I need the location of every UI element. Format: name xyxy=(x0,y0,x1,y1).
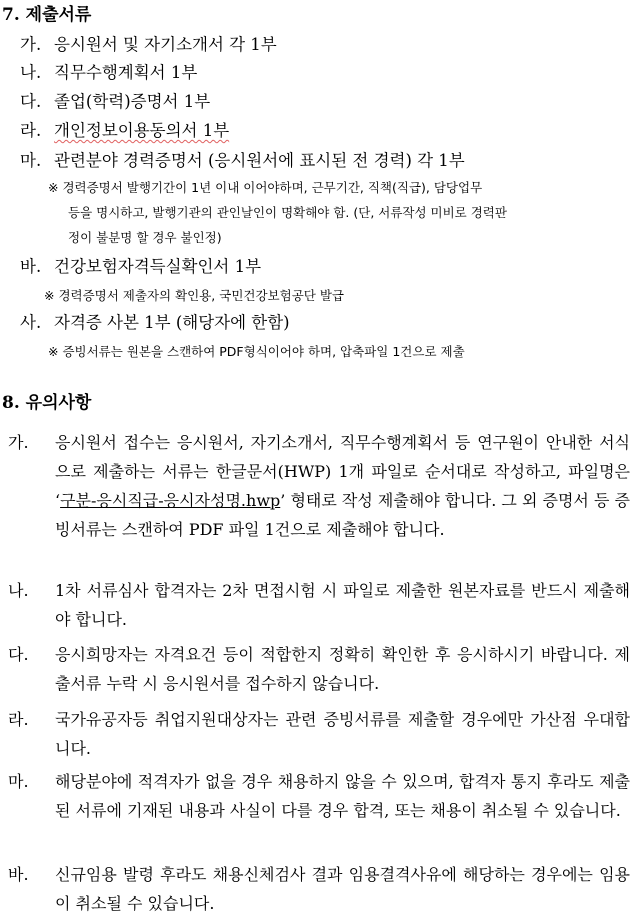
item-label: 사. xyxy=(20,313,42,332)
item-text: 졸업(학력)증명서 1부 xyxy=(54,92,211,111)
s7-item-ra xyxy=(20,117,229,141)
item-label: 마. xyxy=(20,151,42,170)
item-label: 가. xyxy=(20,35,42,54)
item-text: 응시원서 및 자기소개서 각 1부 xyxy=(54,35,277,54)
item-text: 응시희망자는 자격요건 등이 적합한지 정확히 확인한 후 응시하시기 바랍니다. 제출서류 누락 시 응시원서를 접수하지 않습니다. xyxy=(55,645,630,693)
s7-item-ga xyxy=(20,31,277,55)
item-label: 마. xyxy=(8,772,29,791)
item-label: 나. xyxy=(20,63,42,82)
item-text: 건강보험자격득실확인서 1부 xyxy=(54,257,262,276)
item-text: 자격증 사본 1부 (해당자에 한함) xyxy=(54,313,290,332)
s8-item-da xyxy=(8,640,630,698)
item-text: 해당분야에 적격자가 없을 경우 채용하지 않을 수 있으며, 합격자 통지 후라도 제출된 서류에 기재된 내용과 사실이 다를 경우 합격, 또는 채용이 취소될 수 있습니다. xyxy=(55,772,630,820)
note-ma-line-2: 등을 명시하고, 발행기관의 관인날인이 명확해야 함. (단, 서류작성 미비로 경력판 xyxy=(68,205,507,220)
item-label: 다. xyxy=(8,645,29,664)
item-text: 신규임용 발령 후라도 채용신체검사 결과 임용결격사유에 해당하는 경우에는 임용이 취소될 수 있습니다. xyxy=(55,865,630,913)
item-text xyxy=(55,428,630,544)
item-label: 바. xyxy=(8,865,29,884)
note-ma-line-1: ※ 경력증명서 발행기간이 1년 이내 이어야하며, 근무기간, 직책(직급), 담당업무 xyxy=(48,180,483,195)
item-text: 관련분야 경력증명서 (응시원서에 표시된 전 경력) 각 1부 xyxy=(54,151,465,170)
s8-item-na xyxy=(8,576,630,634)
s7-item-da xyxy=(20,88,210,112)
note-ba: ※ 경력증명서 제출자의 확인용, 국민건강보험공단 발급 xyxy=(44,288,344,303)
note-sa: ※ 증빙서류는 원본을 스캔하여 PDF형식이어야 하며, 압축파일 1건으로 제출 xyxy=(48,344,465,359)
s8-item-ga xyxy=(8,428,630,544)
item-label: 라. xyxy=(8,710,29,729)
item-text: 국가유공자등 취업지원대상자는 관련 증빙서류를 제출할 경우에만 가산점 우대합니다. xyxy=(55,710,630,758)
item-label: 나. xyxy=(8,581,29,600)
item-label: 바. xyxy=(20,257,42,276)
section-7-title: 7. 제출서류 xyxy=(2,5,92,25)
s7-item-na xyxy=(20,59,197,83)
item-label: 가. xyxy=(8,433,29,452)
item-text: 1차 서류심사 합격자는 2차 면접시험 시 파일로 제출한 원본자료를 반드시 제출해야 합니다. xyxy=(55,581,630,629)
note-ma-line-3: 정이 불분명 할 경우 불인정) xyxy=(68,230,222,245)
item-text-before: 응시원서 접수는 응시원서, 자기소개서, 직무수행계획서 등 연구원이 안내한 서식으로 제출하는 서류는 한글문서(HWP) 1개 파일로 순서대로 작성하고, 파일명은 ‘ xyxy=(55,433,630,510)
s7-item-ba xyxy=(20,253,261,277)
item-text: 직무수행계획서 1부 xyxy=(54,63,198,82)
item-label: 라. xyxy=(20,121,42,140)
s8-item-ba xyxy=(8,860,630,918)
item-text-after: ’ 형태로 작성 제출해야 합니다. 그 외 증명서 등 증빙서류는 스캔하여 PDF 파일 1건으로 제출해야 합니다. xyxy=(55,491,630,539)
filename-format: 구분-응시직급-응시자성명.hwp xyxy=(60,491,281,510)
s7-item-sa xyxy=(20,309,290,333)
s7-item-ma xyxy=(20,147,465,171)
s8-item-ma xyxy=(8,767,630,825)
item-label: 다. xyxy=(20,92,42,111)
s8-item-ra xyxy=(8,705,630,763)
section-8-title: 8. 유의사항 xyxy=(2,393,92,413)
item-text: 개인정보이용동의서 1부 xyxy=(54,121,230,140)
